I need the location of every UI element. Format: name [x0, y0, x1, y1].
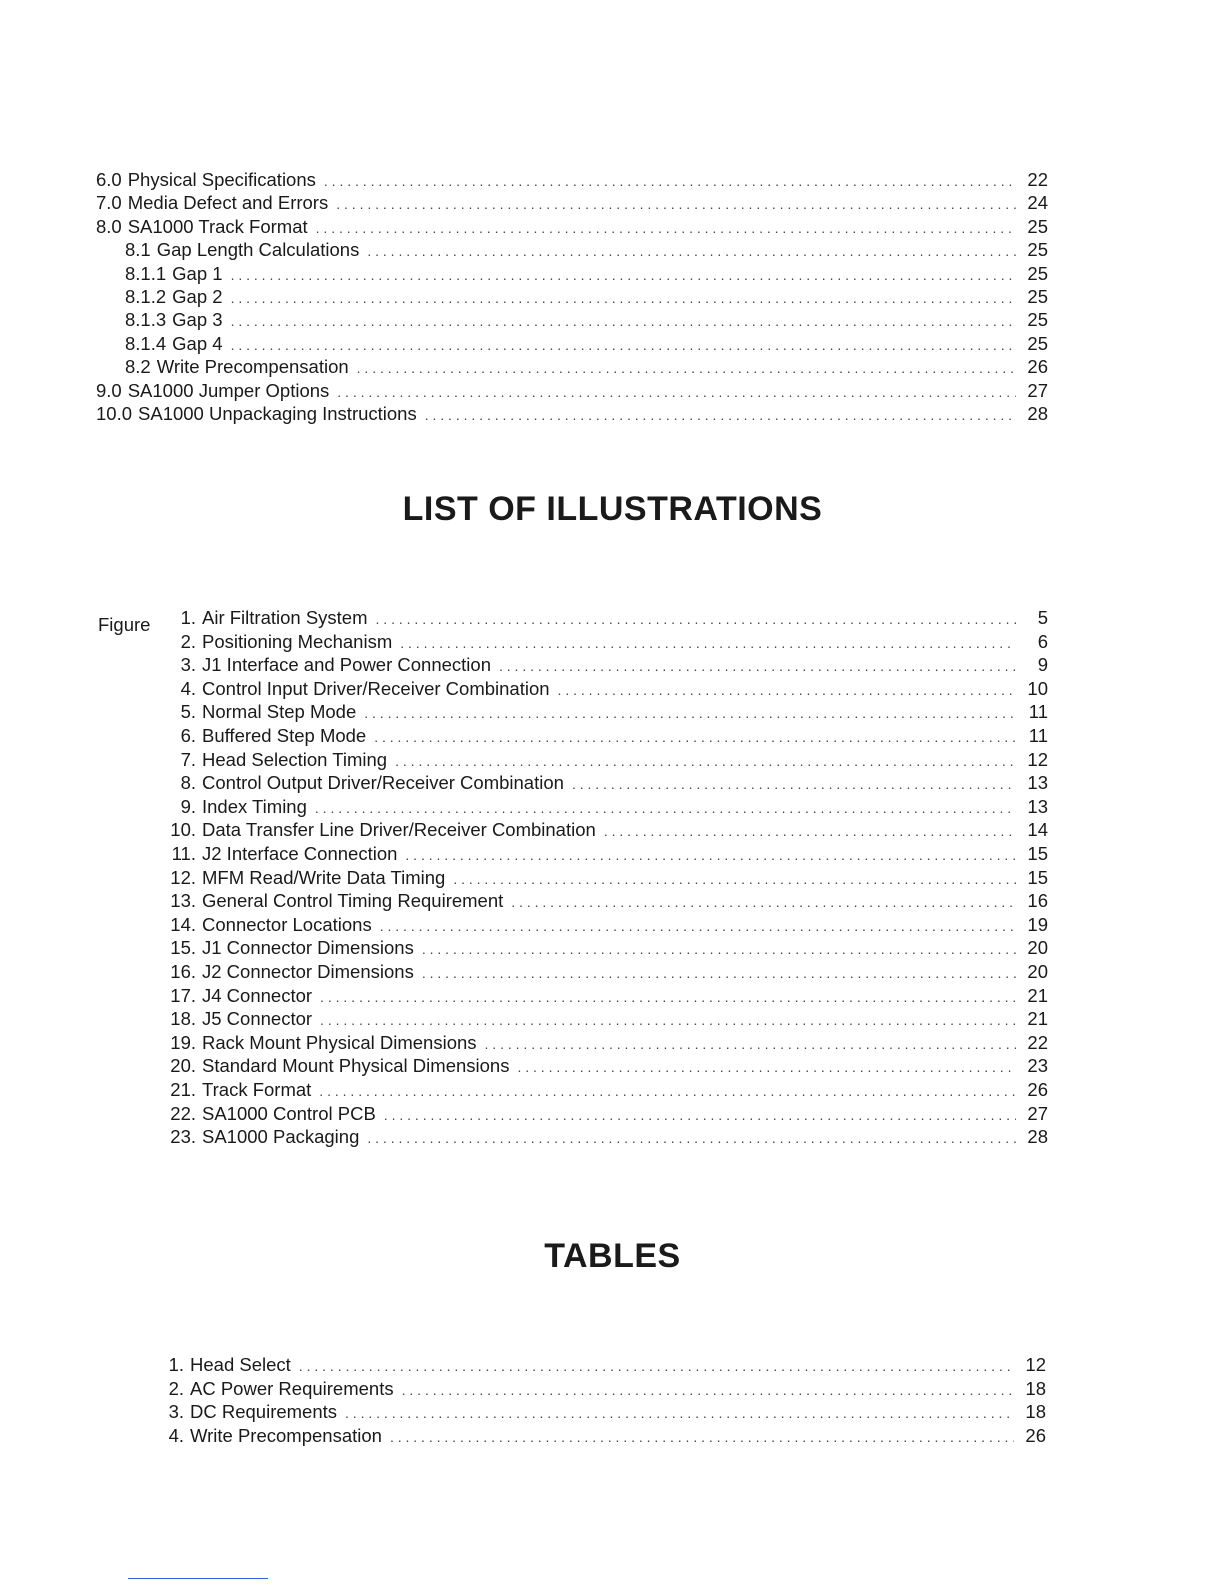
figure-entry-number: 5. — [180, 701, 196, 723]
table-entry — [166, 1377, 1046, 1402]
figure-entry-title: Control Input Driver/Receiver Combination — [202, 677, 550, 699]
dot-leader — [485, 1032, 1016, 1056]
figure-entry-number: 16. — [170, 961, 196, 982]
figure-entry-page-number: 12 — [1027, 748, 1048, 770]
contents-entry-title: Gap 1 — [172, 262, 223, 284]
table-entry — [166, 1424, 1046, 1449]
contents-entry-title: Gap 4 — [172, 332, 223, 354]
figure-entry-title: Buffered Step Mode — [202, 725, 367, 746]
dot-leader — [315, 796, 1016, 820]
contents-entry — [125, 238, 1048, 263]
figure-entry-number: 21. — [170, 1079, 196, 1100]
figure-entry-page-number: 21 — [1027, 1008, 1048, 1030]
figure-entry-page-number: 23 — [1027, 1055, 1048, 1077]
dot-leader — [337, 380, 1016, 404]
figure-entry-page-number: 15 — [1027, 866, 1048, 888]
dot-leader — [422, 937, 1016, 961]
figure-entry-title: Connector Locations — [202, 913, 372, 935]
dot-leader — [511, 890, 1016, 914]
figure-entry — [166, 795, 1048, 820]
figure-entry-number: 12. — [170, 866, 196, 888]
contents-entry-page-number: 26 — [1027, 356, 1048, 378]
dot-leader — [316, 216, 1016, 240]
figure-entry — [166, 653, 1048, 678]
footer-rule — [128, 1578, 268, 1579]
contents-entry-title: Write Precompensation — [156, 356, 349, 378]
figure-entry-page-number: 27 — [1027, 1102, 1048, 1124]
figure-entry — [166, 984, 1048, 1009]
dot-leader — [390, 1425, 1014, 1449]
dot-leader — [402, 1378, 1014, 1402]
figure-entry-title: Air Filtration System — [202, 607, 368, 628]
figure-entry-title: Index Timing — [202, 795, 307, 817]
contents-entry-number: 7.0 — [96, 192, 122, 214]
figure-entry-number: 15. — [170, 937, 196, 959]
figure-entry-title: J1 Connector Dimensions — [202, 937, 414, 959]
dot-leader — [380, 914, 1016, 938]
dot-leader — [357, 356, 1016, 380]
table-entry-page-number: 26 — [1025, 1424, 1046, 1446]
contents-entry — [125, 308, 1048, 333]
figure-entry — [166, 1078, 1048, 1103]
figure-entry-page-number: 21 — [1027, 984, 1048, 1006]
table-entry-number: 2. — [168, 1377, 184, 1399]
figure-entry-page-number: 26 — [1027, 1079, 1048, 1100]
contents-entry — [125, 285, 1048, 310]
figure-entry-title: General Control Timing Requirement — [202, 890, 504, 912]
contents-entry-page-number: 25 — [1027, 239, 1048, 261]
contents-entry-page-number: 25 — [1027, 262, 1048, 284]
table-entry — [166, 1353, 1046, 1378]
table-entry-number: 4. — [168, 1424, 184, 1446]
figure-entry-number: 4. — [180, 677, 196, 699]
dot-leader — [231, 333, 1016, 357]
dot-leader — [319, 1079, 1016, 1103]
dot-leader — [400, 631, 1016, 655]
contents-entry-number: 8.0 — [96, 215, 122, 237]
figure-entry — [166, 913, 1048, 938]
contents-entry-page-number: 25 — [1027, 215, 1048, 237]
figure-entry-number: 7. — [180, 748, 196, 770]
table-entry-page-number: 18 — [1025, 1401, 1046, 1423]
figure-entry — [166, 1054, 1048, 1079]
dot-leader — [374, 725, 1016, 749]
contents-entry — [125, 262, 1048, 287]
dot-leader — [320, 1008, 1016, 1032]
figure-entry-title: Normal Step Mode — [202, 701, 357, 723]
figure-entry — [166, 960, 1048, 985]
figure-entry-number: 11. — [171, 843, 196, 864]
table-entry-number: 3. — [168, 1401, 184, 1423]
figure-entry-page-number: 9 — [1037, 654, 1048, 676]
figure-entry-title: J2 Connector Dimensions — [202, 961, 414, 982]
figure-entry-number: 20. — [170, 1055, 196, 1077]
figure-entry-page-number: 11 — [1028, 701, 1048, 723]
figure-entry-title: SA1000 Packaging — [202, 1126, 360, 1148]
figure-entry — [166, 606, 1048, 631]
figure-entry-page-number: 28 — [1027, 1126, 1048, 1148]
contents-entry — [96, 379, 1048, 404]
dot-leader — [453, 867, 1016, 891]
contents-entry — [96, 191, 1048, 216]
figure-entry — [166, 818, 1048, 843]
table-entry-title: AC Power Requirements — [190, 1377, 394, 1399]
figure-entry-number: 3. — [180, 654, 196, 676]
dot-leader — [231, 263, 1016, 287]
contents-entry-number: 8.1 — [125, 239, 151, 261]
contents-entry-number: 8.1.4 — [125, 332, 167, 354]
figure-entry-page-number: 11 — [1028, 725, 1048, 746]
contents-entry-number: 9.0 — [96, 379, 122, 401]
figure-label: Figure — [98, 614, 151, 635]
dot-leader — [345, 1401, 1014, 1425]
figure-entry-number: 9. — [180, 795, 196, 817]
dot-leader — [422, 961, 1016, 985]
table-entry-page-number: 18 — [1025, 1377, 1046, 1399]
contents-entry — [96, 402, 1048, 427]
figure-entry-page-number: 14 — [1027, 819, 1048, 841]
figure-entry — [166, 1125, 1048, 1150]
contents-entry-page-number: 28 — [1027, 403, 1048, 424]
dot-leader — [604, 819, 1016, 843]
table-entry-page-number: 12 — [1025, 1354, 1046, 1375]
table-entry-title: Head Select — [190, 1354, 291, 1375]
dot-leader — [384, 1103, 1016, 1127]
dot-leader — [231, 286, 1016, 310]
figure-entry-number: 6. — [180, 725, 196, 746]
figure-entry-title: J2 Interface Connection — [202, 843, 398, 864]
figure-entry-title: Data Transfer Line Driver/Receiver Combination — [202, 819, 596, 841]
contents-entry-title: SA1000 Jumper Options — [127, 379, 330, 401]
figure-entry-page-number: 16 — [1027, 890, 1048, 912]
contents-entry-page-number: 27 — [1027, 379, 1048, 401]
contents-entry-title: Media Defect and Errors — [127, 192, 329, 214]
figure-entry-title: SA1000 Control PCB — [202, 1102, 376, 1124]
dot-leader — [499, 654, 1016, 678]
dot-leader — [558, 678, 1016, 702]
table-entry-title: Write Precompensation — [190, 1424, 382, 1446]
figure-entry-title: Track Format — [202, 1079, 312, 1100]
dot-leader — [324, 169, 1016, 193]
figure-entry-title: J1 Interface and Power Connection — [202, 654, 491, 676]
figure-entry-title: Control Output Driver/Receiver Combination — [202, 772, 564, 794]
figure-entry-title: MFM Read/Write Data Timing — [202, 866, 446, 888]
contents-entry-number: 10.0 — [96, 403, 133, 424]
figure-entry-title: J5 Connector — [202, 1008, 313, 1030]
contents-entry-title: SA1000 Unpackaging Instructions — [138, 403, 417, 424]
dot-leader — [336, 192, 1016, 216]
figure-entry-number: 18. — [170, 1008, 196, 1030]
figure-entry-number: 23. — [170, 1126, 196, 1148]
figure-entry — [166, 724, 1048, 749]
figure-entry — [166, 936, 1048, 961]
figure-entry-number: 22. — [170, 1102, 196, 1124]
figure-entry-number: 10. — [170, 819, 196, 841]
figure-entry-page-number: 6 — [1037, 630, 1048, 652]
figure-entry-page-number: 22 — [1027, 1031, 1048, 1053]
dot-leader — [320, 985, 1016, 1009]
contents-entry-number: 8.1.3 — [125, 309, 167, 331]
figure-entry-page-number: 20 — [1027, 937, 1048, 959]
table-entry — [166, 1400, 1046, 1425]
figure-entry — [166, 677, 1048, 702]
figure-entry-title: Standard Mount Physical Dimensions — [202, 1055, 510, 1077]
dot-leader — [517, 1055, 1016, 1079]
contents-entry-number: 8.2 — [125, 356, 151, 378]
contents-entry-number: 8.1.2 — [125, 286, 167, 307]
contents-entry-title: Gap Length Calculations — [156, 239, 360, 261]
contents-entry-title: Gap 3 — [172, 309, 223, 331]
figure-entry — [166, 630, 1048, 655]
dot-leader — [425, 403, 1016, 427]
contents-entry-page-number: 24 — [1027, 192, 1048, 214]
figure-entry-title: J4 Connector — [202, 984, 313, 1006]
figure-entry-number: 17. — [170, 984, 196, 1006]
figure-entry-page-number: 10 — [1027, 677, 1048, 699]
contents-entry-page-number: 22 — [1027, 169, 1048, 190]
figure-entry-page-number: 13 — [1027, 795, 1048, 817]
figure-entry-page-number: 19 — [1027, 913, 1048, 935]
figure-entry-number: 1. — [180, 607, 196, 628]
figure-entry — [166, 1031, 1048, 1056]
figure-entry-number: 13. — [170, 890, 196, 912]
figure-entry — [166, 842, 1048, 867]
figure-entry — [166, 889, 1048, 914]
figure-entry-number: 2. — [180, 630, 196, 652]
dot-leader — [367, 239, 1016, 263]
figure-entry-title: Rack Mount Physical Dimensions — [202, 1031, 477, 1053]
figure-entry-number: 19. — [170, 1031, 196, 1053]
figure-entry-page-number: 5 — [1037, 607, 1048, 628]
contents-entry-page-number: 25 — [1027, 286, 1048, 307]
dot-leader — [376, 607, 1016, 631]
dot-leader — [572, 772, 1016, 796]
dot-leader — [231, 309, 1016, 333]
figure-entry — [166, 1102, 1048, 1127]
figure-entry — [166, 771, 1048, 796]
contents-entry — [125, 355, 1048, 380]
figure-entry — [166, 866, 1048, 891]
dot-leader — [364, 701, 1016, 725]
contents-entry-title: SA1000 Track Format — [127, 215, 308, 237]
figure-entry — [166, 748, 1048, 773]
contents-entry-number: 6.0 — [96, 169, 122, 190]
figure-entry — [166, 700, 1048, 725]
contents-entry — [96, 215, 1048, 240]
contents-entry-page-number: 25 — [1027, 332, 1048, 354]
illustrations-heading: LIST OF ILLUSTRATIONS — [402, 490, 823, 528]
figure-entry-page-number: 15 — [1027, 843, 1048, 864]
figure-entry — [166, 1007, 1048, 1032]
figure-entry-title: Head Selection Timing — [202, 748, 388, 770]
contents-entry-title: Physical Specifications — [127, 169, 316, 190]
table-entry-number: 1. — [168, 1354, 184, 1375]
figure-entry-title: Positioning Mechanism — [202, 630, 393, 652]
figure-entry-number: 14. — [170, 913, 196, 935]
dot-leader — [367, 1126, 1016, 1150]
contents-entry — [125, 332, 1048, 357]
dot-leader — [405, 843, 1016, 867]
dot-leader — [299, 1354, 1014, 1378]
contents-entry — [96, 168, 1048, 193]
tables-heading: TABLES — [544, 1237, 681, 1275]
figure-entry-page-number: 20 — [1027, 961, 1048, 982]
figure-entry-number: 8. — [180, 772, 196, 794]
figure-entry-page-number: 13 — [1027, 772, 1048, 794]
contents-entry-title: Gap 2 — [172, 286, 223, 307]
contents-entry-number: 8.1.1 — [125, 262, 167, 284]
contents-entry-page-number: 25 — [1027, 309, 1048, 331]
dot-leader — [395, 749, 1016, 773]
table-entry-title: DC Requirements — [190, 1401, 338, 1423]
